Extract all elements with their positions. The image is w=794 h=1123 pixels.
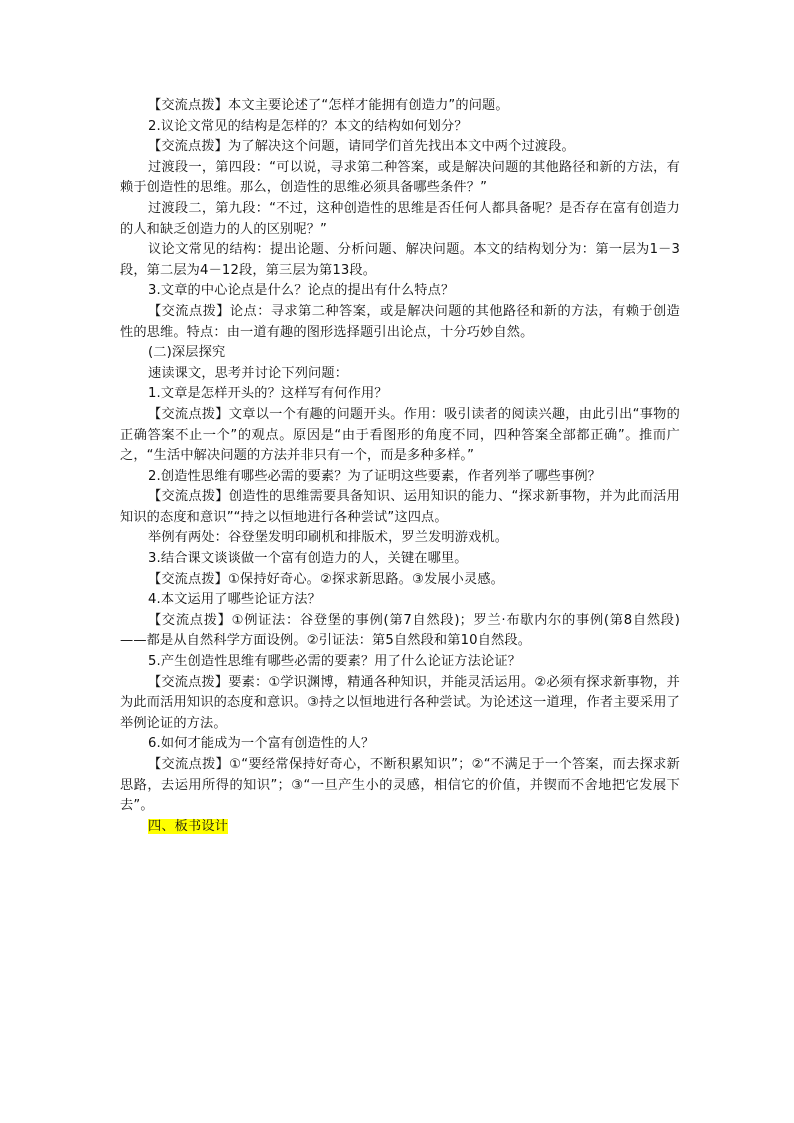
question-5-elements: 5.产生创造性思维有哪些必需的要素？用了什么论证方法论证？ [148,654,521,670]
document-body [120,96,680,837]
question-6-creative-person: 6.如何才能成为一个富有创造性的人？ [148,736,375,752]
transition-paragraph-1: 过渡段一，第四段：“可以说，寻求第二种答案，或是解决问题的其他路径和新的方法，有赖于创造性的思维。那么，创造性的思维必须具备哪些条件？” [120,159,680,196]
question-3-thesis: 3.文章的中心论点是什么？论点的提出有什么特点？ [148,283,455,299]
section-heading: 四、板书设计 [148,818,229,834]
section-heading-row [120,817,680,838]
elements-method-answer: 【交流点拨】要素：①学识渊博，精通各种知识，并能灵活运用。②必须有探求新事物，并为此而活用知识的态度和意识。③持之以恒地进行各种尝试。为论述这一道理，作者主要采用了举例论证的方法。 [120,674,680,731]
structure-division: 议论文常见的结构：提出论题、分析问题、解决问题。本文的结构划分为：第一层为1－3段，第二层为4－12段，第三层为第13段。 [120,242,680,278]
question-3-key: 3.结合课文谈谈做一个富有创造力的人，关键在哪里。 [148,551,468,567]
opening-answer: 【交流点拨】文章以一个有趣的问题开头。作用：吸引读者的阅读兴趣，由此引出“事物的正确答案不止一个”的观点。原因是“由于看图形的角度不同，四种答案全部都正确”。推而广之，“生活中解决问题的方法并非只有一个，而是多种多样。” [120,406,680,464]
question-2-elements: 2.创造性思维有哪些必需的要素？为了证明这些要素，作者列举了哪些事例？ [148,468,602,484]
question-4-methods: 4.本文运用了哪些论证方法？ [148,592,321,608]
subsection-heading: (二)深层探究 [148,345,226,361]
question-1-opening: 1.文章是怎样开头的？这样写有何作用？ [148,386,388,402]
thesis-answer: 【交流点拨】论点：寻求第二种答案，或是解决问题的其他路径和新的方法，有赖于创造性的思维。特点：由一道有趣的图形选择题引出论点，十分巧妙自然。 [120,303,680,340]
key-answer: 【交流点拨】①保持好奇心。②探求新思路。③发展小灵感。 [148,571,505,587]
examples: 举例有两处：谷登堡发明印刷机和排版术，罗兰发明游戏机。 [148,530,509,546]
question-2-structure: 2.议论文常见的结构是怎样的？本文的结构如何划分？ [148,118,468,134]
elements-answer: 【交流点拨】创造性的思维需要具备知识、运用知识的能力、“探求新事物，并为此而活用知识的态度和意识”“持之以恒地进行各种尝试”这四点。 [120,489,680,525]
instruction: 速读课文，思考并讨论下列问题： [148,365,349,381]
methods-answer: 【交流点拨】①例证法：谷登堡的事例(第7自然段)；罗兰·布歇内尔的事例(第8自然段)——都是从自然科学方面设例。②引证法：第5自然段和第10自然段。 [120,612,680,649]
paragraph-1: 【交流点拨】本文主要论述了“怎样才能拥有创造力”的问题。 [148,98,509,113]
paragraph-3: 【交流点拨】为了解决这个问题，请同学们首先找出本文中两个过渡段。 [148,139,575,155]
transition-paragraph-2: 过渡段二，第九段：“不过，这种创造性的思维是否任何人都具备呢？是否存在富有创造力的人和缺乏创造力的人的区别呢？” [120,200,680,237]
creative-person-answer: 【交流点拨】①“要经常保持好奇心，不断积累知识”；②“不满足于一个答案，而去探求新思路，去运用所得的知识”；③“一旦产生小的灵感，相信它的价值，并锲而不舍地把它发展下去”。 [120,757,680,814]
